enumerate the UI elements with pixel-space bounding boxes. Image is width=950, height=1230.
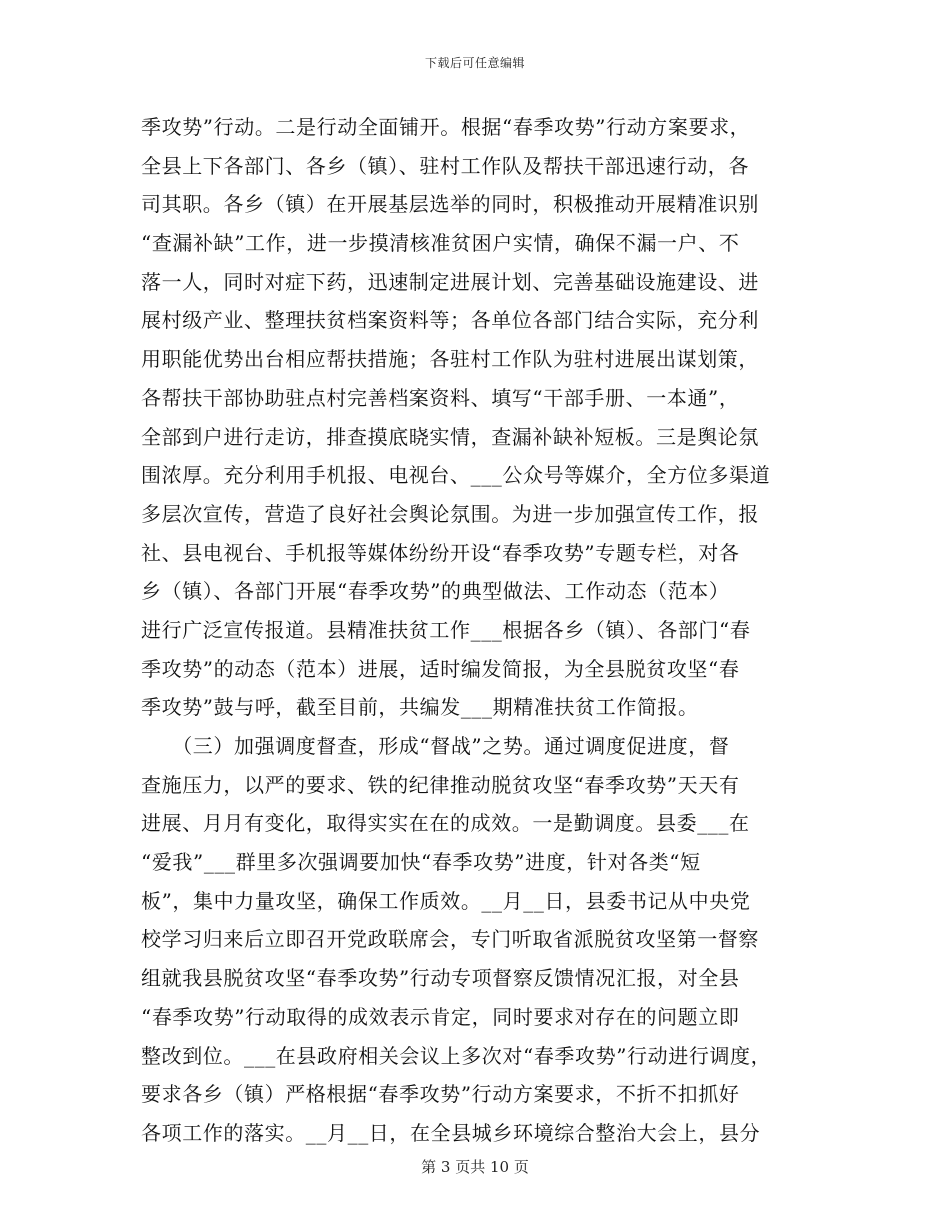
- text-line: 社、县电视台、手机报等媒体纷纷开设“春季攻势”专题专栏，对各: [141, 540, 740, 565]
- text-line: “春季攻势”行动取得的成效表示肯定，同时要求对存在的问题立即: [141, 1004, 740, 1029]
- text-line: 板”，集中力量攻坚，确保工作质效。__月__日，县委书记从中央党: [141, 888, 751, 913]
- text-line: 用职能优势出台相应帮扶措施；各驻村工作队为驻村进展出谋划策，: [141, 347, 759, 372]
- text-line: 进展、月月有变化，取得实实在在的成效。一是勤调度。县委___在: [141, 811, 750, 836]
- text-line: 全部到户进行走访，排查摸底晓实情，查漏补缺补短板。三是舆论氛: [141, 424, 759, 449]
- text-line: 校学习归来后立即召开党政联席会，专门听取省派脱贫攻坚第一督察: [141, 927, 759, 952]
- text-line: 乡（镇）、各部门开展“春季攻势”的典型做法、工作动态（范本）: [141, 579, 730, 604]
- header-note: 下载后可任意编辑: [424, 56, 525, 70]
- body-text: [141, 108, 811, 1153]
- page-number: 第 3 页共 10 页: [421, 1158, 529, 1176]
- text-line: 进行广泛宣传报道。县精准扶贫工作___根据各乡（镇）、各部门“春: [141, 617, 751, 642]
- text-line: “爱我”___群里多次强调要加快“春季攻势”进度，针对各类“短: [141, 850, 701, 875]
- text-line: 全县上下各部门、各乡（镇）、驻村工作队及帮扶干部迅速行动，各: [141, 153, 749, 178]
- text-line: 司其职。各乡（镇）在开展基层选举的同时，积极推动开展精准识别: [141, 192, 759, 217]
- text-line: 各项工作的落实。__月__日，在全县城乡环境综合整治大会上，县分: [141, 1120, 761, 1145]
- text-line: 落一人，同时对症下药，迅速制定进展计划、完善基础设施建设、进: [141, 269, 759, 294]
- text-line: （三）加强调度督查，形成“督战”之势。通过调度促进度，督: [141, 734, 730, 758]
- text-line: 季攻势”行动。二是行动全面铺开。根据“春季攻势”行动方案要求，: [141, 115, 751, 139]
- text-line: 季攻势”鼓与呼，截至目前，共编发___期精准扶贫工作简报。: [141, 695, 699, 720]
- text-line: 各帮扶干部协助驻点村完善档案资料、填写“干部手册、一本通”，: [141, 385, 740, 410]
- text-line: 展村级产业、整理扶贫档案资料等；各单位各部门结合实际，充分利: [141, 308, 759, 333]
- text-line: 整改到位。___在县政府相关会议上多次对“春季攻势”行动进行调度，: [141, 1043, 772, 1068]
- text-line: “查漏补缺”工作，进一步摸清核准贫困户实情，确保不漏一户、不: [141, 231, 740, 256]
- text-line: 要求各乡（镇）严格根据“春季攻势”行动方案要求，不折不扣抓好: [141, 1082, 740, 1107]
- text-line: 多层次宣传，营造了良好社会舆论氛围。为进一步加强宣传工作，报: [141, 501, 759, 526]
- text-line: 组就我县脱贫攻坚“春季攻势”行动专项督察反馈情况汇报，对全县: [141, 966, 740, 991]
- text-line: 围浓厚。充分利用手机报、电视台、___公众号等媒介，全方位多渠道: [141, 463, 771, 488]
- text-line: 查施压力，以严的要求、铁的纪律推动脱贫攻坚“春季攻势”天天有: [141, 772, 740, 797]
- text-line: 季攻势”的动态（范本）进展，适时编发简报，为全县脱贫攻坚“春: [141, 656, 740, 681]
